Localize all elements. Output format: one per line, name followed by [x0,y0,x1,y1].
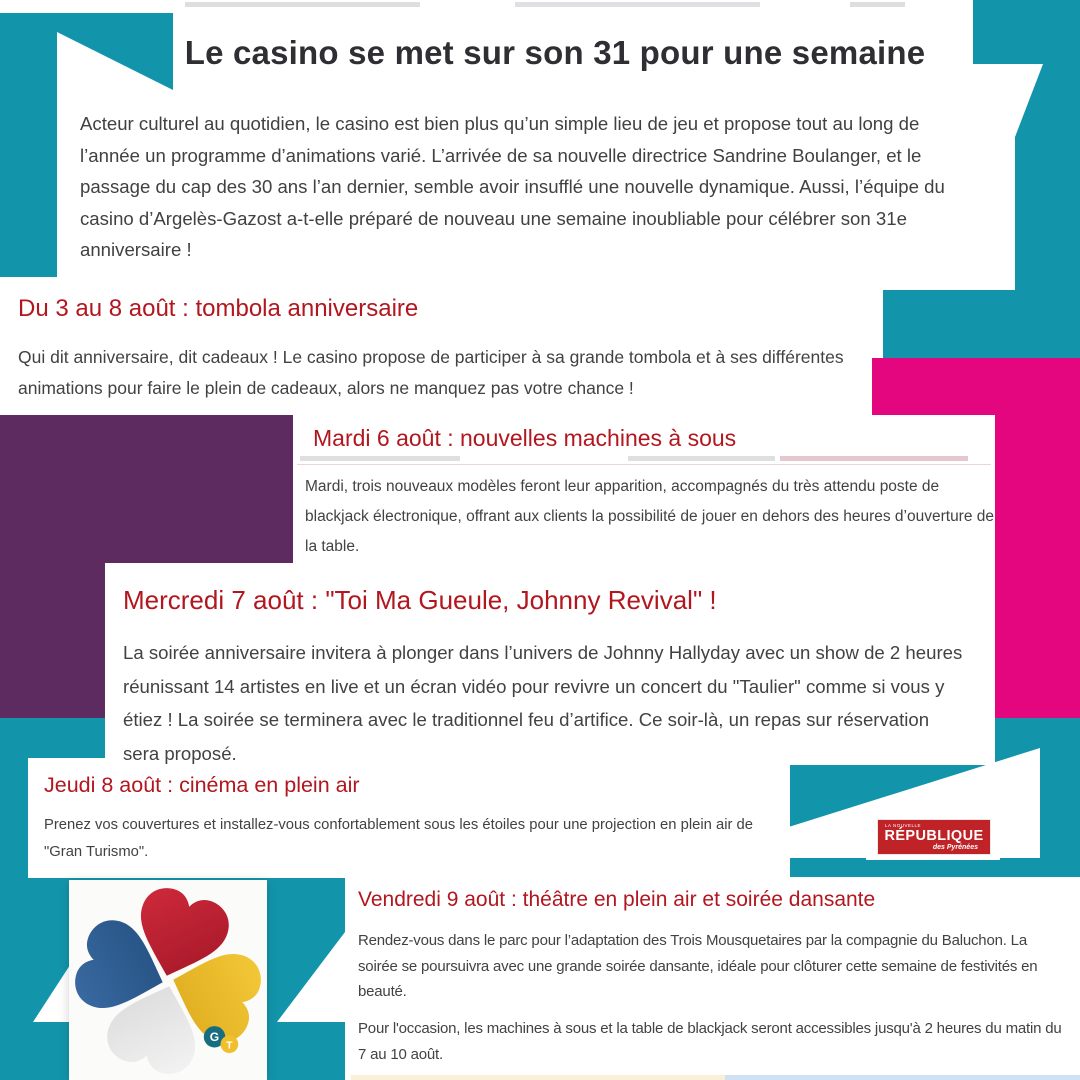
section-body-vendredi-2: Pour l'occasion, les machines à sous et la table de blackjack seront accessibles jusqu'à 2 heures du matin du 7 au 10 août. [358,1020,1062,1063]
t-badge-letter: T [226,1040,233,1052]
clipped-text-fragment [300,456,460,461]
section-heading-mardi: Mardi 6 août : nouvelles machines à sous [313,425,737,451]
section-body-tombola: Qui dit anniversaire, dit cadeaux ! Le casino propose de participer à sa grande tombola et à ses différentes animations pour faire le plein de cadeaux, alors ne manquez pas votre chance ! [18,347,844,398]
heart-clover-logo [75,888,261,1074]
clipped-text-fragment [515,2,760,7]
section-body-mardi: Mardi, trois nouveaux modèles feront leur apparition, accompagnés du très attendu poste de blackjack électronique, offrant aux clients la possibilité de jouer en dehors des heures d’ouverture de la table. [305,478,995,555]
section-heading-jeudi: Jeudi 8 août : cinéma en plein air [44,773,360,797]
g-badge-letter: G [209,1029,220,1044]
clipped-text-fragment [628,456,775,461]
press-logo-name: RÉPUBLIQUE [884,828,984,844]
clipped-text-fragment [185,2,420,7]
press-logo-tagline: des Pyrénées [932,844,978,851]
section-heading-tombola: Du 3 au 8 août : tombola anniversaire [18,295,419,322]
brand-logo-card [69,880,267,1080]
clipped-text-fragment [850,2,905,7]
section-body-vendredi: Rendez-vous dans le parc pour l’adaptation des Trois Mousquetaires par la compagnie du Baluchon. La soirée se poursuivra avec une grande soirée dansante, idéale pour clôturer cette semaine de festivités en beauté. [358,932,1038,1000]
press-logo-band [866,814,1000,860]
page-title: Le casino se met sur son 31 pour une semaine [184,34,926,71]
press-logo [878,820,990,854]
divider-rule [297,464,991,465]
section-heading-mercredi: Mercredi 7 août : "Toi Ma Gueule, Johnny Revival" ! [123,585,717,615]
section-heading-vendredi: Vendredi 9 août : théâtre en plein air et soirée dansante [358,888,876,911]
press-logo-kicker: LA NOUVELLE [885,823,922,828]
section-body-mercredi: La soirée anniversaire invitera à plonger dans l’univers de Johnny Hallyday avec un show de 2 heures réunissant 14 artistes en live et un écran vidéo pour revivre un concert du "Taulier" comme si vous y étiez ! La soirée se terminera avec le traditionnel feu d’artifice. Ce soir-là, un repas sur réservation sera proposé. [123,642,963,764]
section-body-jeudi: Prenez vos couvertures et installez-vous confortablement sous les étoiles pour une projection en plein air de "Gran Turismo". [44,817,754,860]
intro-paragraph: Acteur culturel au quotidien, le casino est bien plus qu’un simple lieu de jeu et propose tout au long de l’année un programme d’animations varié. L’arrivée de sa nouvelle directrice Sandrine Boulanger, et le passage du cap des 30 ans l’an dernier, semble avoir insufflé une nouvelle dynamique. Aussi, l’équipe du casino d’Argelès-Gazost a-t-elle préparé de nouveau une semaine inoubliable pour célébrer son 31e anniversaire ! [80,113,945,260]
clipped-text-fragment [780,456,968,461]
